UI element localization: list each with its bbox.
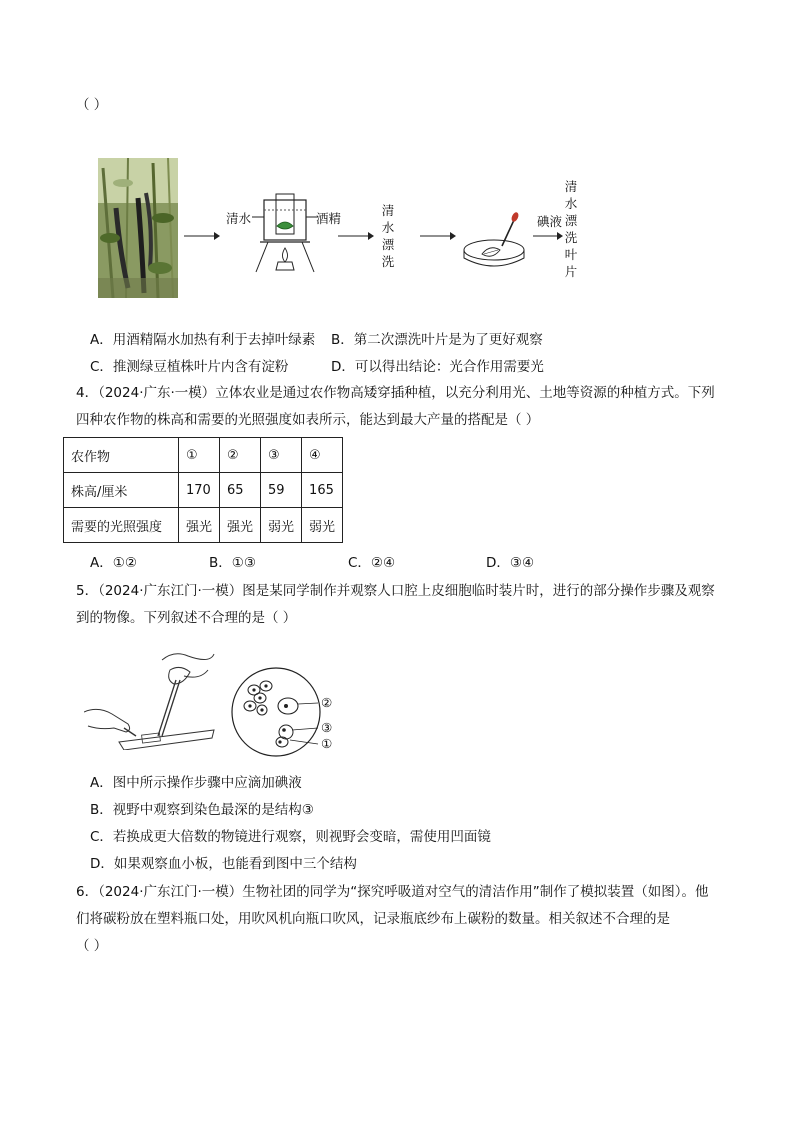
table-cell: 59 [261,473,302,508]
q5-option-c: C．若换成更大倍数的物镜进行观察，则视野会变暗，需使用凹面镜 [90,829,491,845]
bean-plant-photo [98,158,178,298]
slide-preparation-illustration [84,650,220,750]
label-iodine: 碘液 [537,214,563,229]
table-cell: 弱光 [302,508,343,543]
q5-option-a: A．图中所示操作步骤中应滴加碘液 [90,775,302,791]
q5-stem-line-1: 5．（2024·广东江门·一模）图是某同学制作并观察人口腔上皮细胞临时装片时，进行的部分操作步骤及观察 [76,583,715,599]
table-cell: 强光 [179,508,220,543]
water-bath-apparatus-icon [250,192,320,274]
step-rinse-2: 清水漂洗叶片 [564,179,578,279]
step-rinse-1: 清水漂洗 [381,203,395,269]
q3-option-c: C．推测绿豆植株叶片内含有淀粉 [90,359,289,375]
petri-dish-dropper-icon [460,210,532,270]
q4-option-c: C．②④ [348,555,396,571]
table-cell: 需要的光照强度 [64,508,179,543]
structure-label-3: ③ [321,720,333,735]
table-cell: ④ [302,438,343,473]
table-cell: ③ [261,438,302,473]
q5-option-d: D．如果观察血小板，也能看到图中三个结构 [90,856,357,872]
q3-answer-bracket: （ ） [76,97,108,113]
q4-crop-table [63,437,343,543]
label-alcohol: 酒精 [316,211,342,226]
table-row [64,438,343,473]
q3-option-b: B．第二次漂洗叶片是为了更好观察 [331,332,543,348]
q5-option-b: B．视野中观察到染色最深的是结构③ [90,802,314,818]
microscope-view-circle [230,666,326,762]
table-cell: 农作物 [64,438,179,473]
table-cell: ② [220,438,261,473]
q4-stem-line-2: 四种农作物的株高和需要的光照强度如表所示，能达到最大产量的搭配是（ ） [76,412,540,428]
q3-option-a: A．用酒精隔水加热有利于去掉叶绿素 [90,332,316,348]
table-cell: 强光 [220,508,261,543]
q4-option-a: A．①② [90,555,137,571]
table-row [64,508,343,543]
q4-option-d: D．③④ [486,555,535,571]
q6-answer-bracket: （ ） [76,938,108,954]
table-cell: 170 [179,473,220,508]
arrow-icon [184,230,220,242]
structure-label-2: ② [321,695,333,710]
arrow-icon [533,230,563,242]
arrow-icon [338,230,374,242]
table-cell: ① [179,438,220,473]
table-row [64,473,343,508]
table-cell: 165 [302,473,343,508]
label-water: 清水 [226,211,252,226]
q3-option-d: D．可以得出结论：光合作用需要光 [331,359,544,375]
table-cell: 65 [220,473,261,508]
q4-stem-line-1: 4．（2024·广东·一模）立体农业是通过农作物高矮穿插种植，以充分利用光、土地等资源的种植方式。下列 [76,385,715,401]
arrow-icon [420,230,456,242]
q4-option-b: B．①③ [209,555,256,571]
table-cell: 株高/厘米 [64,473,179,508]
table-cell: 弱光 [261,508,302,543]
structure-label-1: ① [321,736,333,751]
q6-stem-line-2: 们将碳粉放在塑料瓶口处，用吹风机向瓶口吹风，记录瓶底纱布上碳粉的数量。相关叙述不合理的是 [76,911,670,927]
q6-stem-line-1: 6．（2024·广东江门·一模）生物社团的同学为“探究呼吸道对空气的清洁作用”制作了模拟装置（如图）。他 [76,884,709,900]
q5-stem-line-2: 到的物像。下列叙述不合理的是（ ） [76,610,297,626]
